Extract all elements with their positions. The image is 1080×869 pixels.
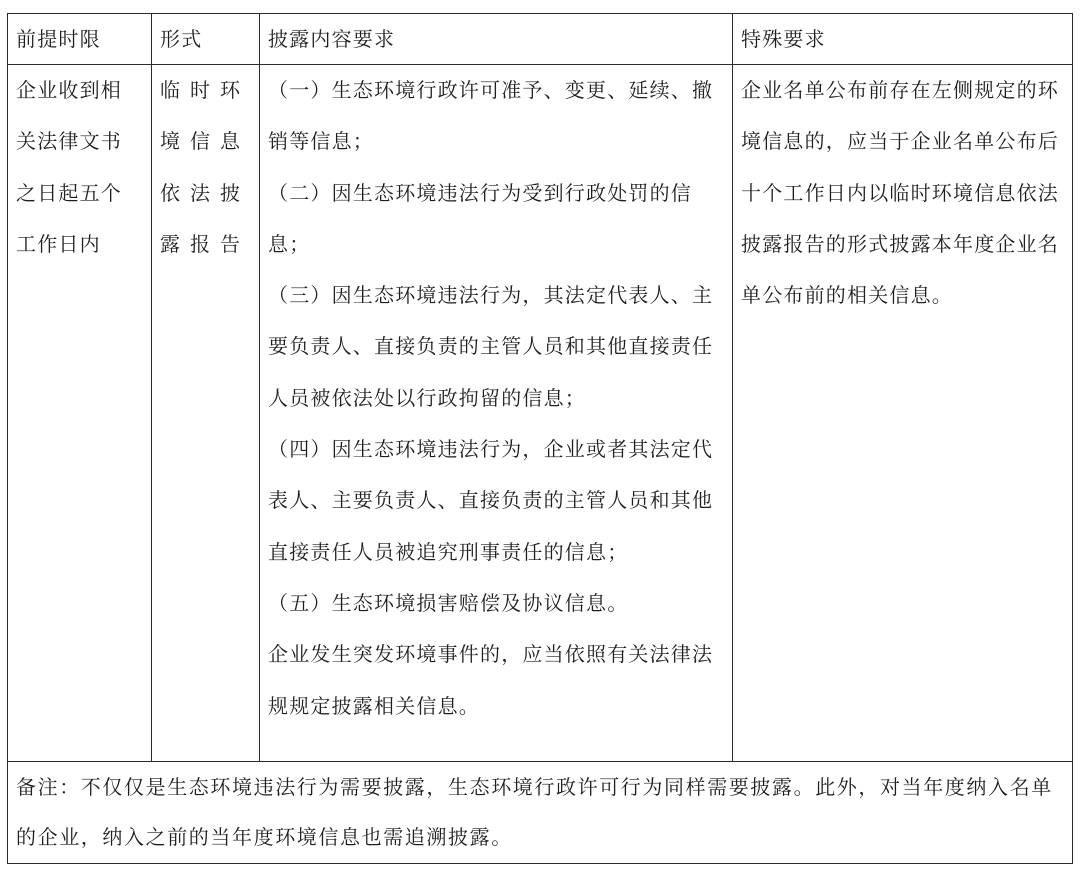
content-item-2: （二）因生态环境违法行为受到行政处罚的信息； (268, 180, 692, 256)
timeframe-line: 企业收到相 (16, 78, 122, 102)
timeframe-cell (8, 65, 152, 762)
disclosure-table-container (7, 13, 1072, 862)
special-requirement-text: 企业名单公布前存在左侧规定的环境信息的，应当于企业名单公布后十个工作日内以临时环境信息依法披露报告的形式披露本年度企业名单公布前的相关信息。 (741, 78, 1059, 308)
special-requirement-cell (733, 65, 1073, 762)
content-item-3: （三）因生态环境违法行为，其法定代表人、主要负责人、直接负责的主管人员和其他直接责任人员被依法处以行政拘留的信息； (268, 283, 714, 410)
table-header-row (8, 14, 1073, 65)
content-cell (260, 65, 733, 762)
timeframe-line: 工作日内 (16, 231, 101, 256)
timeframe-line: 关法律文书 (16, 129, 122, 154)
disclosure-table (7, 13, 1073, 864)
table-body-row (8, 65, 1073, 762)
header-special: 特殊要求 (733, 14, 1073, 65)
form-line: 临时环 (160, 78, 250, 102)
header-timeframe: 前提时限 (8, 14, 152, 65)
content-item-4: （四）因生态环境违法行为，企业或者其法定代表人、主要负责人、直接负责的主管人员和其他直接责任人员被追究刑事责任的信息； (268, 437, 714, 564)
form-cell (152, 65, 260, 762)
table-note-row (8, 762, 1073, 864)
note-cell (8, 762, 1073, 864)
content-item-1: （一）生态环境行政许可准予、变更、延续、撤销等信息； (268, 78, 714, 154)
header-form: 形式 (152, 14, 260, 65)
content-emergency-note: 企业发生突发环境事件的，应当依照有关法律法规规定披露相关信息。 (268, 642, 714, 718)
header-content: 披露内容要求 (260, 14, 733, 65)
form-line: 依法披 (160, 180, 250, 205)
note-text: 备注：不仅仅是生态环境违法行为需要披露，生态环境行政许可行为同样需要披露。此外，对当年度纳入名单的企业，纳入之前的当年度环境信息也需追溯披露。 (16, 775, 1053, 849)
form-line: 境信息 (160, 129, 250, 154)
timeframe-line: 之日起五个 (16, 180, 122, 205)
form-line: 露报告 (160, 231, 250, 256)
content-item-5: （五）生态环境损害赔偿及协议信息。 (268, 590, 629, 615)
